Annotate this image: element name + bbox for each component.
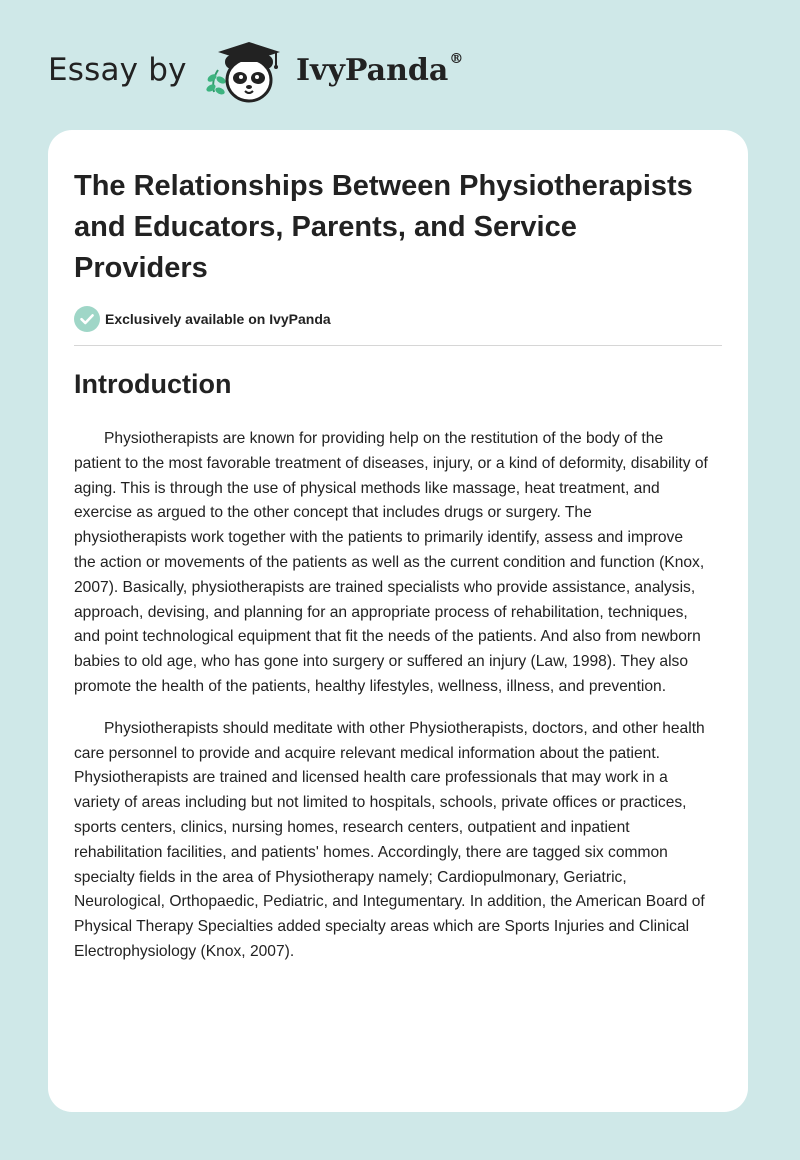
article-body xyxy=(74,427,708,982)
section-heading: Introduction xyxy=(74,369,232,399)
check-circle-icon xyxy=(74,306,100,332)
essay-by-label: Essay by xyxy=(48,52,187,88)
site-header xyxy=(0,0,800,130)
registered-mark: ® xyxy=(449,51,464,67)
article-title: The Relationships Between Physiotherapists and Educators, Parents, and Service Providers xyxy=(74,170,693,284)
brand-name[interactable] xyxy=(296,53,463,88)
paragraph: Physiotherapists should meditate with other Physiotherapists, doctors, and other health care personnel to provide and acquire relevant medical information about the patient. Physiotherapists are trained and licensed health care professionals that may work in a variety of areas including but not limited to hospitals, schools, private offices or practices, sports centers, clinics, nursing homes, research centers, outpatient and inpatient rehabilitation facilities, and patients' homes. Accordingly, there are tagged six common specialty fields in the area of Physiotherapy namely; Cardiopulmonary, Geriatric, Neurological, Orthopaedic, Pediatric, and Integumentary. In addition, the American Board of Physical Therapy Specialties added specialty areas which are Sports Injuries and Clinical Electrophysiology (Knox, 2007). xyxy=(74,719,705,960)
brand-text: IvyPanda xyxy=(296,53,449,88)
divider xyxy=(74,345,722,346)
badge-label: Exclusively available on IvyPanda xyxy=(105,311,331,327)
paragraph: Physiotherapists are known for providing help on the restitution of the body of the patient to the most favorable treatment of diseases, injury, or a kind of deformity, disability of aging. This is through the use of physical methods like massage, heat treatment, and exercise as argued to the other concept that includes drugs or surgery. The physiotherapists work together with the patients to primarily identify, assess and improve the action or movements of the patients as well as the current condition and function (Knox, 2007). Basically, physiotherapists are trained specialists who provide assistance, analysis, approach, devising, and planning for an appropriate process of rehabilitation, techniques, and point technological equipment that fit the needs of the patients. And also from newborn babies to old age, who has gone into surgery or suffered an injury (Law, 1998). They also promote the health of the patients, healthy lifestyles, wellness, illness, and prevention. xyxy=(74,430,708,695)
exclusive-badge xyxy=(74,306,331,332)
panda-graduate-icon[interactable] xyxy=(200,36,296,108)
article-card xyxy=(48,130,748,1112)
